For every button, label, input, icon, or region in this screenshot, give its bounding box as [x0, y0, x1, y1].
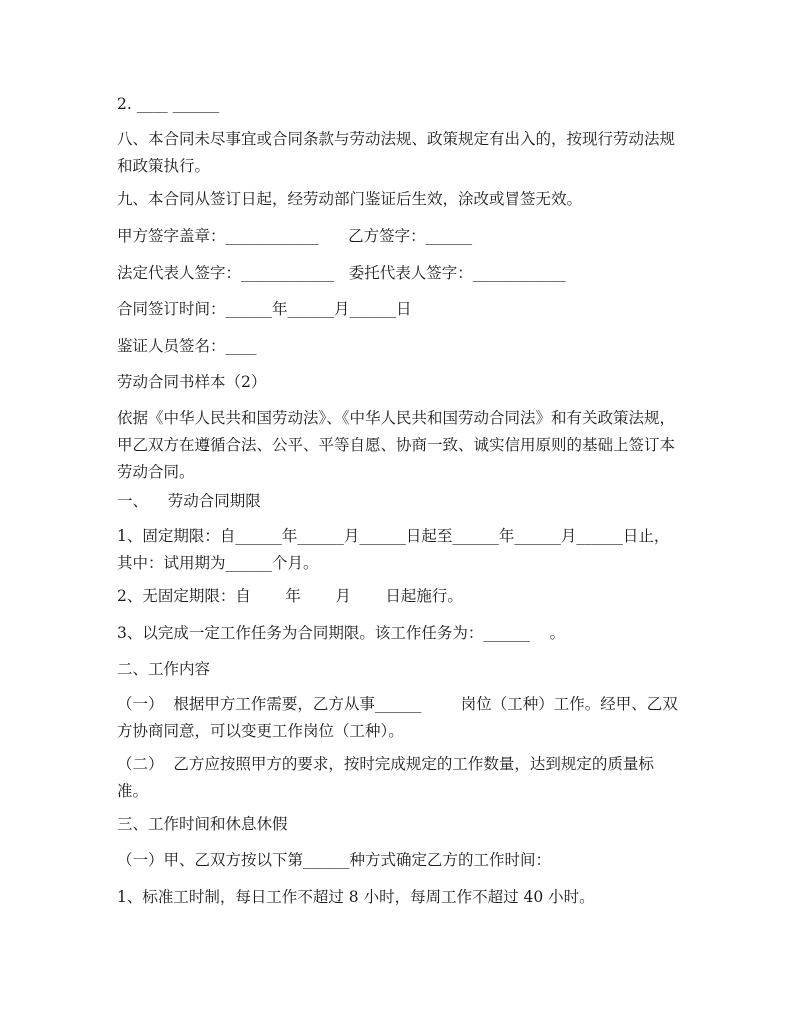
task-term-paragraph: 3、以完成一定工作任务为合同期限。该工作任务为：______ 。	[117, 624, 566, 642]
work-hours-item-1: （一）甲、乙双方按以下第______种方式确定乙方的工作时间：	[117, 851, 552, 869]
work-content-item-2: （二） 乙方应按照甲方的要求，按时完成规定的工作数量，达到规定的质量标准。	[117, 755, 654, 800]
paragraph-item-2: 2. ____ ______	[117, 95, 220, 113]
work-content-item-1: （一） 根据甲方工作需要，乙方从事______ 岗位（工种）工作。经甲、乙双方协商同意，可以变更工作岗位（工种）。	[117, 695, 678, 740]
section-heading-work-hours: 三、工作时间和休息休假	[117, 815, 288, 833]
verifier-signature: 鉴证人员签名：____	[117, 337, 257, 355]
signature-representatives: 法定代表人签字：____________ 委托代表人签字：____________	[117, 264, 566, 282]
sample-title: 劳动合同书样本（2）	[117, 373, 267, 391]
section-heading-work-content: 二、工作内容	[117, 660, 211, 678]
contract-signing-date: 合同签订时间：______年______月______日	[117, 300, 412, 318]
paragraph-clause-9: 九、本合同从签订日起，经劳动部门鉴证后生效，涂改或冒签无效。	[117, 190, 583, 208]
section-heading-term: 一、 劳动合同期限	[117, 492, 261, 510]
signature-party-a-b: 甲方签字盖章：____________ 乙方签字：______	[117, 227, 473, 245]
open-term-paragraph: 2、无固定期限：自 年 月 日起施行。	[117, 587, 463, 605]
fixed-term-paragraph: 1、固定期限：自______年______月______日起至______年______月______日止，其中：试用期为______个月。	[117, 527, 670, 572]
paragraph-clause-8: 八、本合同未尽事宜或合同条款与劳动法规、政策规定有出入的，按现行劳动法规和政策执行。	[117, 130, 676, 175]
preamble-paragraph: 依据《中华人民共和国劳动法》、《中华人民共和国劳动合同法》和有关政策法规，甲乙双方在遵循合法、公平、平等自愿、协商一致、诚实信用原则的基础上签订本劳动合同。	[117, 409, 676, 481]
standard-hours-paragraph: 1、标准工时制，每日工作不超过 8 小时，每周工作不超过 40 小时。	[117, 888, 595, 906]
